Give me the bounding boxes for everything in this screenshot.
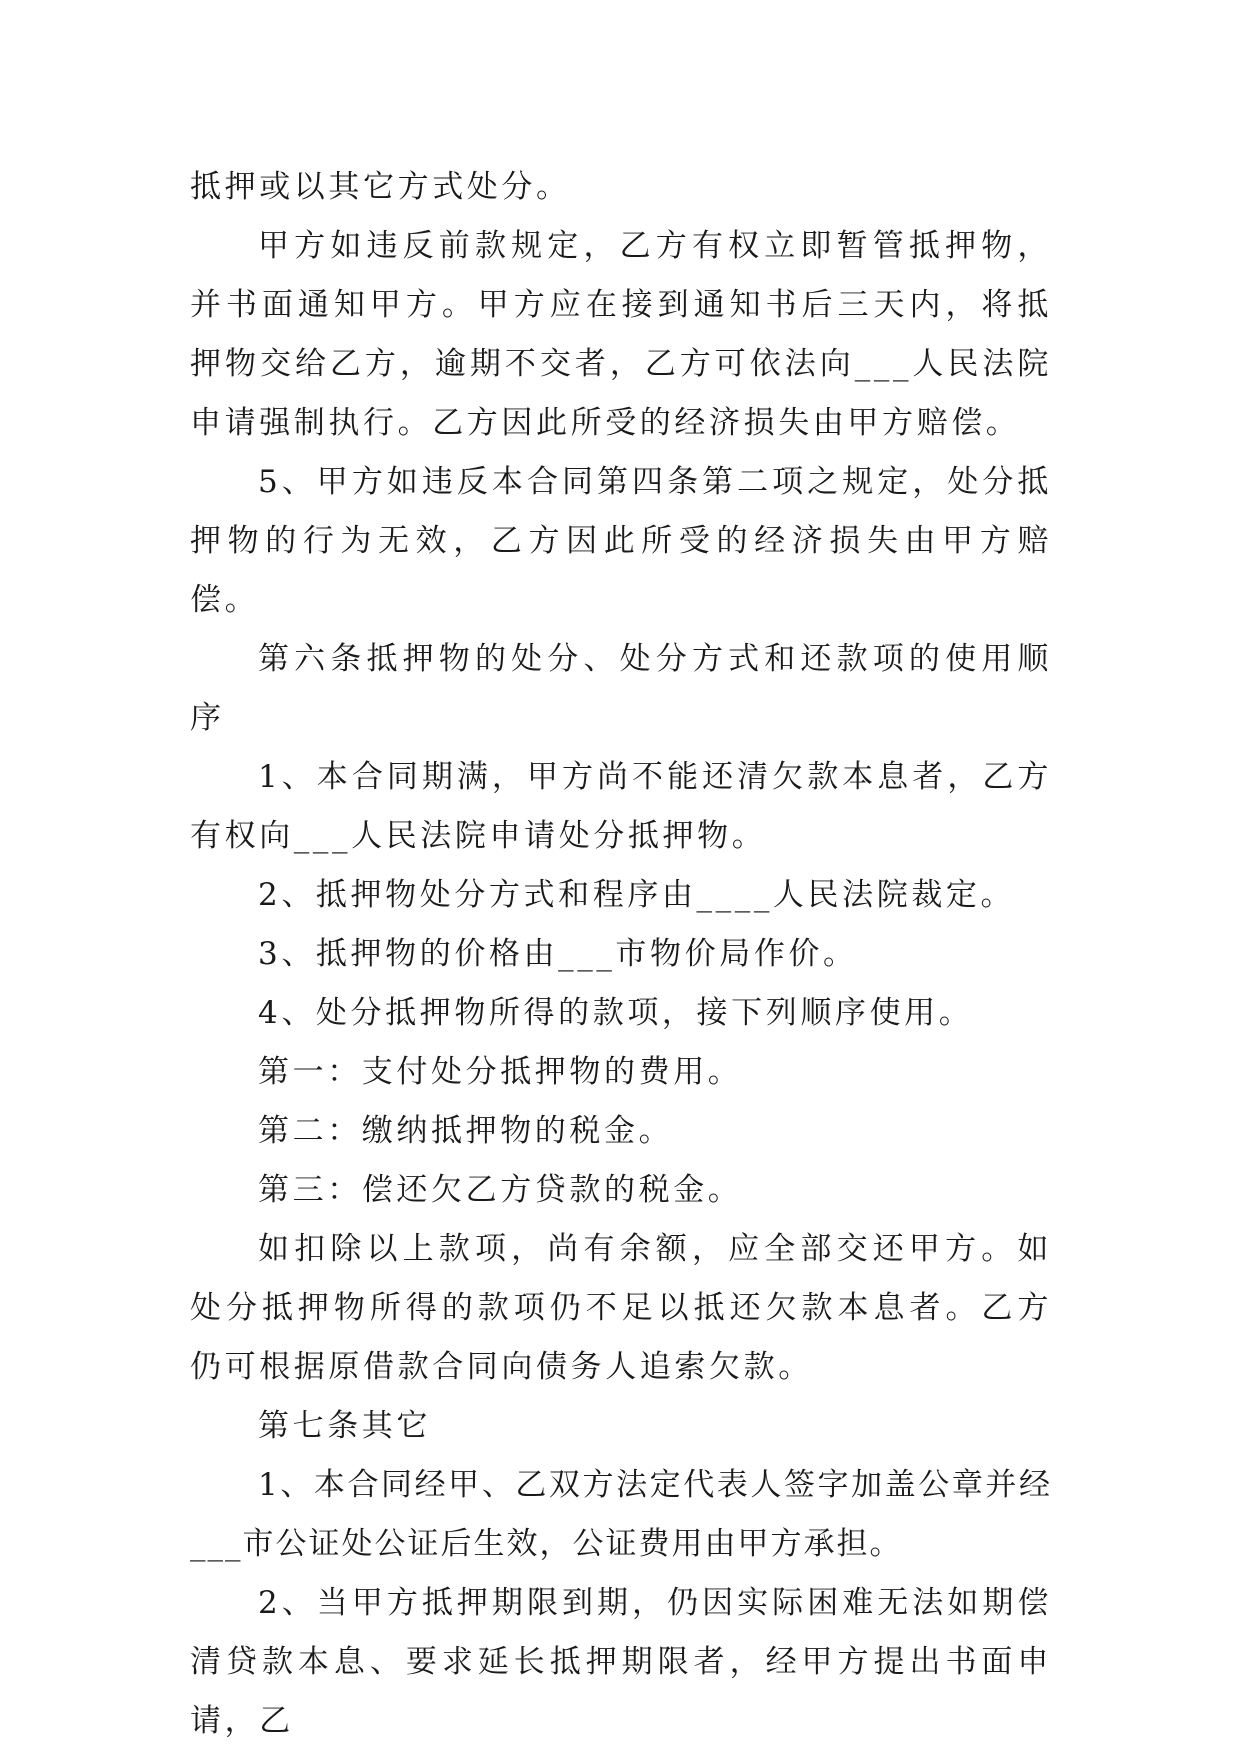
paragraph-15: 2、当甲方抵押期限到期，仍因实际困难无法如期偿清贷款本息、要求延长抵押期限者，经甲方提出书面申请，乙: [190, 1585, 1052, 1739]
paragraph-12: 如扣除以上款项，尚有余额，应全部交还甲方。如处分抵押物所得的款项仍不足以抵还欠款本息者。乙方仍可根据原借款合同向债务人追索欠款。: [190, 1231, 1052, 1385]
paragraph-11: 第三：偿还欠乙方贷款的税金。: [258, 1172, 743, 1208]
paragraph-6: 2、抵押物处分方式和程序由____人民法院裁定。: [258, 877, 1016, 913]
paragraph-3: 5、甲方如违反本合同第四条第二项之规定，处分抵押物的行为无效，乙方因此所受的经济损失由甲方赔偿。: [190, 464, 1052, 618]
paragraph-8: 4、处分抵押物所得的款项，接下列顺序使用。: [258, 995, 974, 1031]
paragraph-9: 第一：支付处分抵押物的费用。: [258, 1054, 743, 1090]
document-body: [190, 158, 1052, 1751]
paragraph-14: 1、本合同经甲、乙双方法定代表人签字加盖公章并经___市公证处公证后生效，公证费用由甲方承担。: [190, 1467, 1052, 1562]
section-heading-6: 第六条抵押物的处分、处分方式和还款项的使用顺序: [190, 641, 1052, 736]
paragraph-7: 3、抵押物的价格由___市物价局作价。: [258, 936, 858, 972]
paragraph-5: 1、本合同期满，甲方尚不能还清欠款本息者，乙方有权向___人民法院申请处分抵押物。: [190, 759, 1052, 854]
paragraph-1: 抵押或以其它方式处分。: [190, 169, 571, 205]
paragraph-10: 第二：缴纳抵押物的税金。: [258, 1113, 674, 1149]
section-heading-7: 第七条其它: [258, 1408, 431, 1444]
paragraph-2: 甲方如违反前款规定，乙方有权立即暂管抵押物，并书面通知甲方。甲方应在接到通知书后三天内，将抵押物交给乙方，逾期不交者，乙方可依法向___人民法院申请强制执行。乙方因此所受的经济损失由甲方赔偿。: [190, 228, 1052, 441]
